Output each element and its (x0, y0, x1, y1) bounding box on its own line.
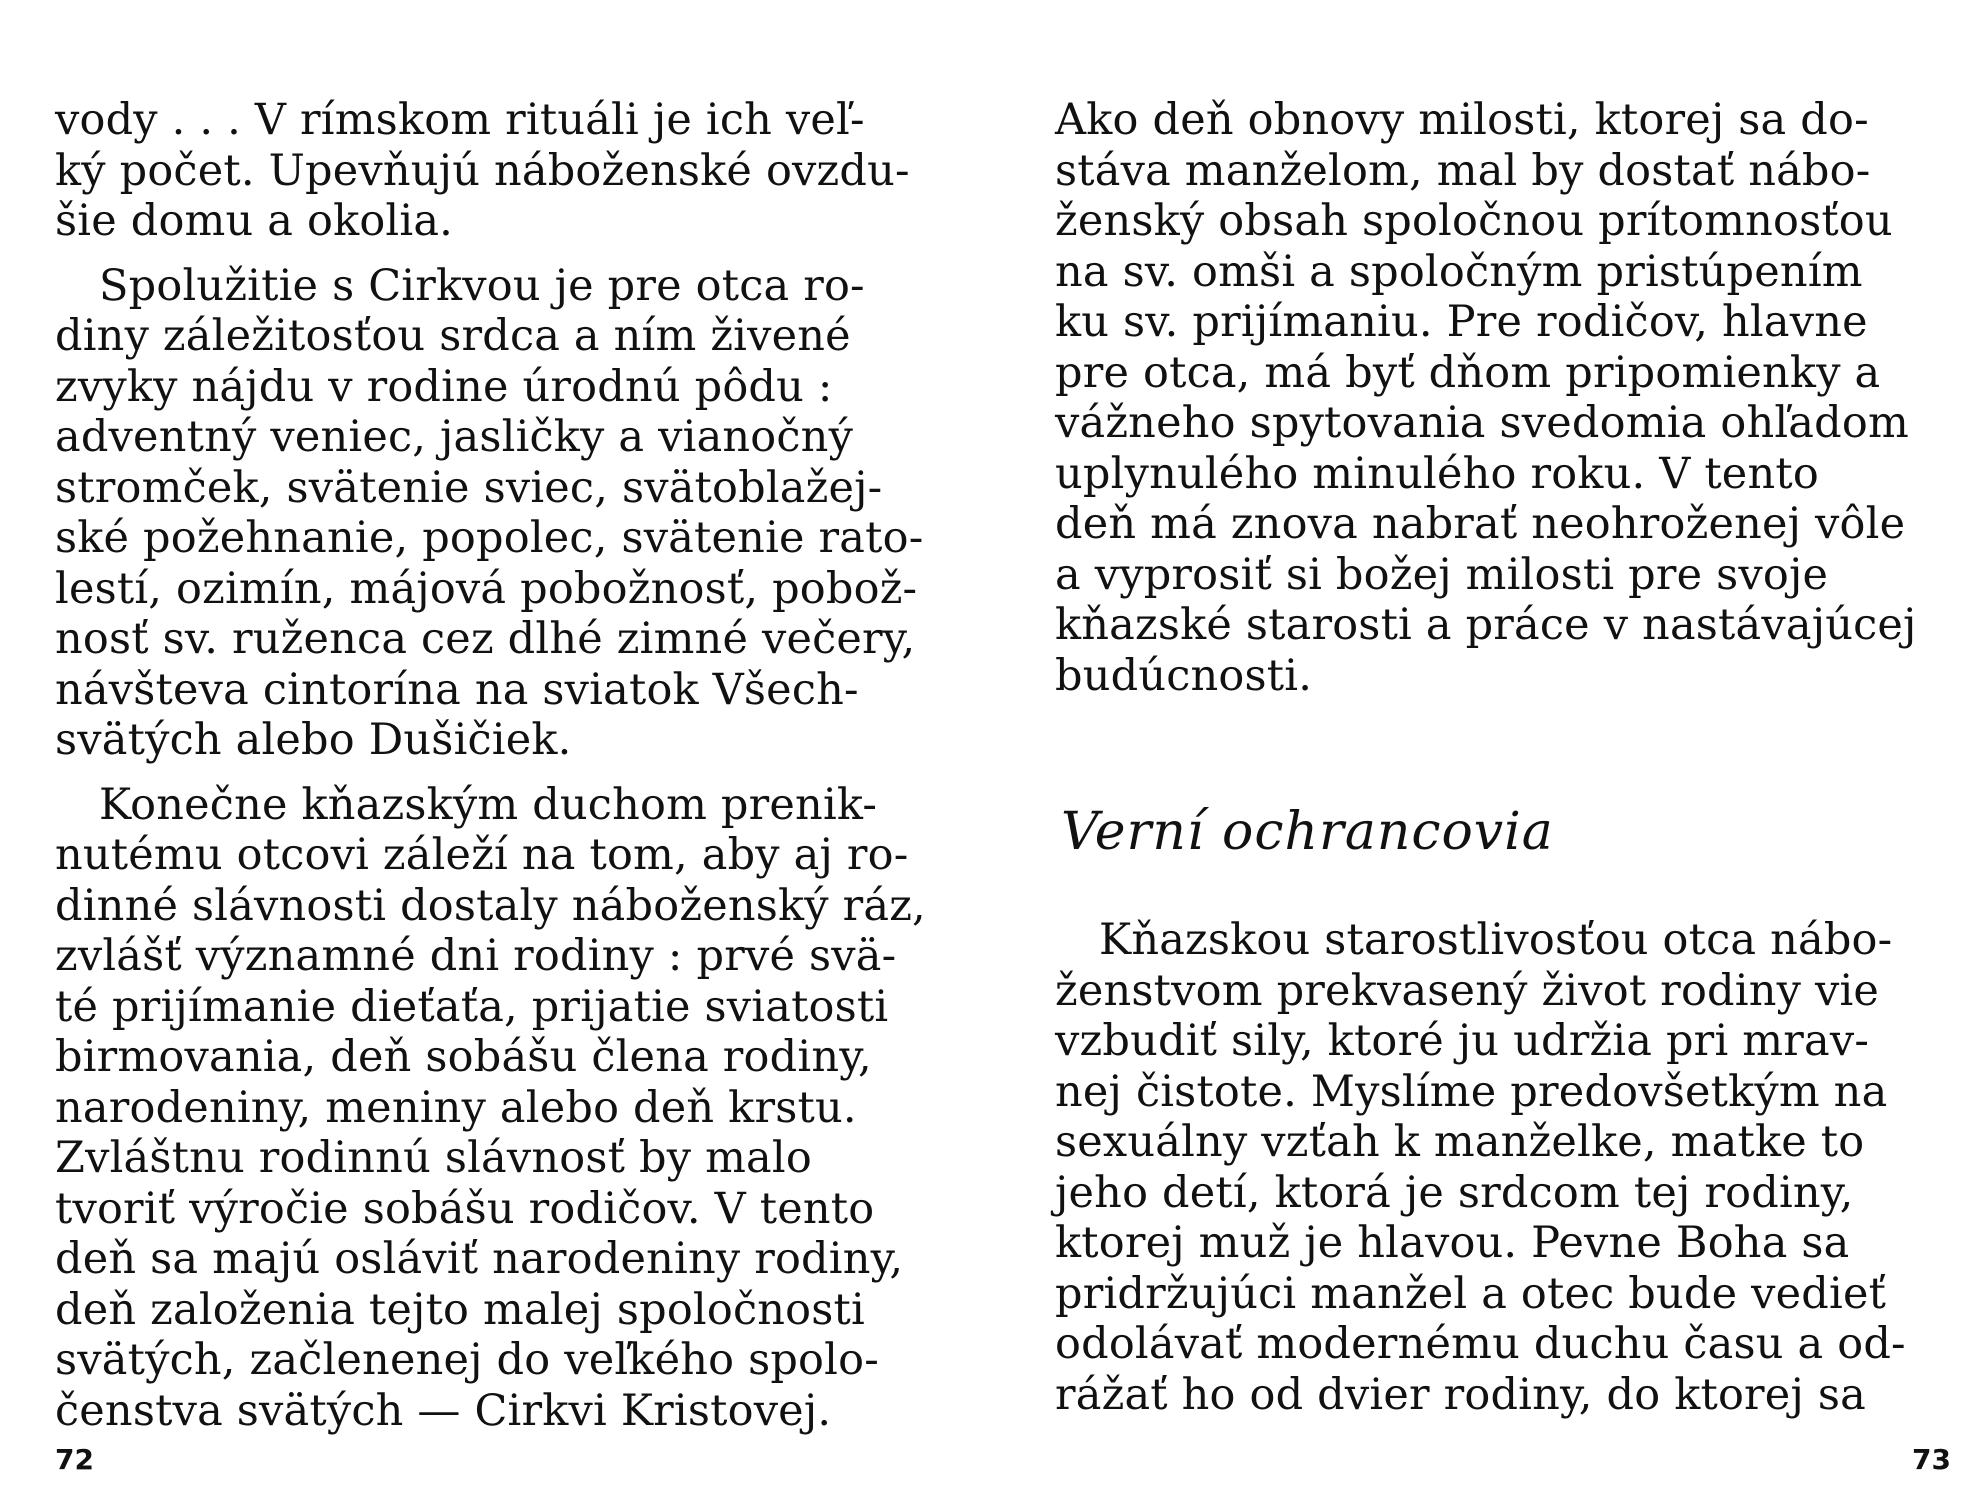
text-line: ktorej muž je hlavou. Pevne Boha sa (1055, 1218, 1850, 1268)
text-line: uplynulého minulého roku. V tento (1055, 448, 1819, 499)
text-line: nutému otcovi záleží na tom, aby aj ro- (55, 830, 909, 880)
left-paragraph-3 (55, 780, 948, 1437)
page-number-left: 72 (55, 1443, 94, 1476)
text-line: narodeniny, meniny alebo deň krstu. (55, 1082, 857, 1133)
text-line: adventný veniec, jasličky a vianočný (55, 412, 854, 462)
text-line: budúcnosti. (1055, 650, 1313, 701)
left-paragraph-1 (55, 95, 948, 247)
text-line: deň sa majú osláviť narodeniny rodiny, (55, 1234, 904, 1284)
text-line: na sv. omši a spoločným pristúpením (1055, 246, 1863, 297)
text-line: sexuálny vzťah k manželke, matke to (1055, 1117, 1865, 1167)
right-paragraph-2 (1055, 915, 1948, 1420)
text-line: Ako deň obnovy milosti, ktorej sa do- (1055, 95, 1869, 145)
text-line: návšteva cintorína na sviatok Všech- (55, 664, 859, 715)
text-line: rážať ho od dvier rodiny, do ktorej sa (1055, 1369, 1866, 1420)
text-line: odolávať modernému duchu času a od- (1055, 1319, 1906, 1369)
text-line: deň založenia tejto malej spoločnosti (55, 1284, 865, 1335)
left-paragraph-2 (55, 261, 948, 766)
text-line: deň má znova nabrať neohroženej vôle (1055, 499, 1906, 549)
text-line: jeho detí, ktorá je srdcom tej rodiny, (1055, 1167, 1854, 1218)
text-line: pridržujúci manžel a otec bude vedieť (1055, 1268, 1887, 1319)
text-line: vzbudiť sily, ktoré ju udržia pri mrav- (1055, 1016, 1870, 1066)
text-line: dinné slávnosti dostaly náboženský ráz, (55, 880, 926, 931)
text-line: Kňazskou starostlivosťou otca nábo- (1099, 915, 1893, 965)
text-line: vody . . . V rímskom rituáli je ich veľ- (55, 95, 865, 145)
text-line: zvlášť významné dni rodiny : prvé svä- (55, 931, 897, 981)
text-line: birmovania, deň sobášu člena rodiny, (55, 1032, 872, 1082)
text-line: tvoriť výročie sobášu rodičov. V tento (55, 1183, 875, 1234)
text-line: stromček, svätenie sviec, svätoblažej- (55, 462, 883, 513)
text-line: nosť sv. ruženca cez dlhé zimné večery, (55, 614, 916, 664)
right-text-column (1055, 95, 1948, 1420)
left-text-column (55, 95, 948, 1436)
text-line: stáva manželom, mal by dostať nábo- (1055, 145, 1871, 196)
text-line: ské požehnanie, popolec, svätenie rato- (55, 513, 924, 563)
text-line: čenstva svätých — Cirkvi Kristovej. (55, 1385, 832, 1436)
text-line: ženstvom prekvasený život rodiny vie (1055, 965, 1880, 1016)
section-heading: Verní ochrancovia (1061, 802, 1554, 862)
text-line: šie domu a okolia. (55, 196, 454, 246)
text-line: Konečne kňazským duchom prenik- (99, 779, 878, 830)
text-line: svätých alebo Dušičiek. (55, 715, 572, 765)
text-line: lestí, ozimín, májová pobožnosť, pobož- (55, 563, 918, 614)
text-line: diny záležitosťou srdca a ním živené (55, 311, 851, 361)
text-line: ku sv. prijímaniu. Pre rodičov, hlavne (1055, 297, 1868, 347)
text-line: vážneho spytovania svedomia ohľadom (1055, 398, 1909, 448)
page-number-right: 73 (1912, 1443, 1951, 1476)
text-line: a vyprosiť si božej milosti pre svoje (1055, 549, 1829, 600)
text-line: kňazské starosti a práce v nastávajúcej (1055, 600, 1917, 650)
text-line: ký počet. Upevňujú náboženské ovzdu- (55, 145, 910, 196)
text-line: ženský obsah spoločnou prítomnosťou (1055, 196, 1893, 246)
text-line: pre otca, má byť dňom pripomienky a (1055, 347, 1881, 398)
text-line: Zvláštnu rodinnú slávnosť by malo (55, 1133, 812, 1183)
text-line: svätých, začlenenej do veľkého spolo- (55, 1335, 879, 1385)
right-paragraph-1 (1055, 95, 1948, 701)
text-line: Spolužitie s Cirkvou je pre otca ro- (99, 260, 865, 311)
right-page (993, 0, 1986, 1500)
text-line: té prijímanie dieťaťa, prijatie sviatosti (55, 981, 889, 1032)
text-line: zvyky nájdu v rodine úrodnú pôdu : (55, 361, 833, 412)
text-line: nej čistote. Myslíme predovšetkým na (1055, 1066, 1888, 1117)
